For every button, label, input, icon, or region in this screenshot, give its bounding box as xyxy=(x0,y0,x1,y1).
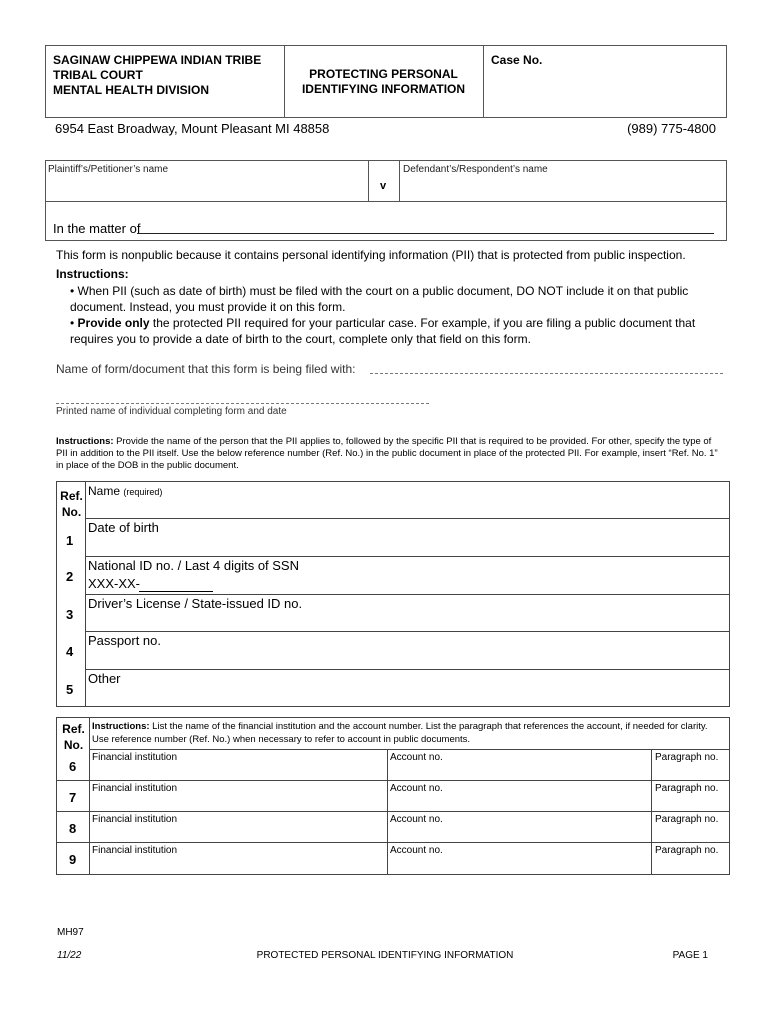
defendant-field[interactable] xyxy=(401,177,725,200)
fin-institution-field[interactable] xyxy=(91,764,385,779)
fin-paragraph-field[interactable] xyxy=(653,857,728,873)
fin-paragraph-field[interactable] xyxy=(653,764,728,779)
instructions-bullet-1: • When PII (such as date of birth) must be filed with the court on a public document, DO NOT include it on that public document. Instead, you must provide it on this form. xyxy=(70,284,689,314)
nonpublic-notice: This form is nonpublic because it contains personal identifying information (PII) that is protected from public inspection. xyxy=(56,248,686,262)
fin-instructions: Instructions: List the name of the financial institution and the account number. List the paragraph that references the account, if needed for clarity. Use reference number (Ref. No.) when necessary to refer to account in public documents. xyxy=(92,721,708,745)
versus-label: v xyxy=(380,180,387,192)
instructions-heading: Instructions: xyxy=(56,267,129,281)
court-address: 6954 East Broadway, Mount Pleasant MI 48858 xyxy=(55,121,330,136)
plaintiff-field[interactable] xyxy=(47,177,367,200)
plaintiff-label: Plaintiff’s/Petitioner’s name xyxy=(48,164,169,175)
printed-name-field[interactable] xyxy=(56,403,429,404)
form-code: MH97 xyxy=(57,927,84,938)
fin-institution-field[interactable] xyxy=(91,857,385,873)
fin-account-field[interactable] xyxy=(389,857,649,873)
fin-account-label: Account no. xyxy=(390,814,443,825)
matter-field[interactable] xyxy=(137,233,714,234)
case-no-label: Case No. xyxy=(491,53,543,67)
fin-institution-label: Financial institution xyxy=(92,783,178,794)
form-title: PROTECTING PERSONAL IDENTIFYING INFORMATION xyxy=(301,67,466,96)
defendant-label: Defendant’s/Respondent’s name xyxy=(403,164,548,175)
fin-institution-label: Financial institution xyxy=(92,845,178,856)
header-divider-2 xyxy=(483,45,484,118)
fin-institution-field[interactable] xyxy=(91,826,385,841)
form-name-field[interactable] xyxy=(370,373,723,374)
fin-institution-label: Financial institution xyxy=(92,814,178,825)
fin-account-field[interactable] xyxy=(389,795,649,810)
passport-field[interactable] xyxy=(88,649,726,667)
fin-ref-8: 8 xyxy=(69,821,77,836)
fin-account-label: Account no. xyxy=(390,783,443,794)
fin-paragraph-label: Paragraph no. xyxy=(655,783,719,794)
court-phone: (989) 775-4800 xyxy=(627,121,716,136)
other-field[interactable] xyxy=(88,687,726,705)
parties-left-col xyxy=(368,160,369,201)
pii-ref-header: Ref. No. xyxy=(60,489,83,519)
other-label: Other xyxy=(88,671,121,686)
parties-divider xyxy=(45,201,727,202)
pii-ref-5: 5 xyxy=(66,682,74,697)
license-label: Driver’s License / State-issued ID no. xyxy=(88,596,303,611)
case-no-field[interactable] xyxy=(486,70,724,115)
ssn-label: National ID no. / Last 4 digits of SSN xyxy=(88,558,299,573)
dob-label: Date of birth xyxy=(88,520,159,535)
fin-account-col xyxy=(387,749,388,875)
fin-paragraph-field[interactable] xyxy=(653,826,728,841)
fin-paragraph-label: Paragraph no. xyxy=(655,752,719,763)
court-name: SAGINAW CHIPPEWA INDIAN TRIBE TRIBAL COURT MENTAL HEALTH DIVISION xyxy=(53,53,262,97)
fin-ref-7: 7 xyxy=(69,790,77,805)
fin-paragraph-label: Paragraph no. xyxy=(655,814,719,825)
ssn-prefix: XXX-XX- xyxy=(88,576,141,591)
form-name-label: Name of form/document that this form is being filed with: xyxy=(56,362,356,376)
fin-ref-header: Ref. No. xyxy=(62,722,85,752)
pii-ref-4: 4 xyxy=(66,644,74,659)
instructions-2: Instructions: Provide the name of the person that the PII applies to, followed by the specific PII that is required to be provided. For other, specify the type of PII in addition to the PII itself. Use the below reference number (Ref. No.) in the public document in place of the protected PII. For example, insert “Ref. No. 1” in place of the DOB in the public document. xyxy=(56,436,718,471)
pii-ref-2: 2 xyxy=(66,569,74,584)
form-date: 11/22 xyxy=(57,950,82,961)
fin-institution-label: Financial institution xyxy=(92,752,178,763)
instructions-bullet-2: • Provide only the protected PII required for your particular case. For example, if you are filing a public document that requires you to provide a date of birth to the court, complete only that field on this form. xyxy=(70,316,696,346)
parties-right-col xyxy=(399,160,400,201)
fin-paragraph-field[interactable] xyxy=(653,795,728,810)
matter-label: In the matter of xyxy=(53,221,141,236)
passport-label: Passport no. xyxy=(88,633,161,648)
printed-name-label: Printed name of individual completing form and date xyxy=(56,406,287,417)
license-field[interactable] xyxy=(88,612,726,630)
page-number: PAGE 1 xyxy=(672,950,708,961)
dob-field[interactable] xyxy=(88,536,726,554)
fin-paragraph-col xyxy=(651,749,652,875)
fin-ref-col xyxy=(89,717,90,875)
fin-account-label: Account no. xyxy=(390,845,443,856)
fin-account-label: Account no. xyxy=(390,752,443,763)
fin-institution-field[interactable] xyxy=(91,795,385,810)
name-label: Name (required) xyxy=(88,484,163,498)
fin-paragraph-label: Paragraph no. xyxy=(655,845,719,856)
fin-ref-6: 6 xyxy=(69,759,77,774)
ssn-field[interactable] xyxy=(139,591,213,592)
fin-account-field[interactable] xyxy=(389,764,649,779)
footer-title: PROTECTED PERSONAL IDENTIFYING INFORMATION xyxy=(256,950,514,961)
fin-ref-9: 9 xyxy=(69,852,77,867)
name-field[interactable] xyxy=(88,498,726,516)
pii-ref-3: 3 xyxy=(66,607,74,622)
pii-ref-1: 1 xyxy=(66,533,74,548)
fin-account-field[interactable] xyxy=(389,826,649,841)
